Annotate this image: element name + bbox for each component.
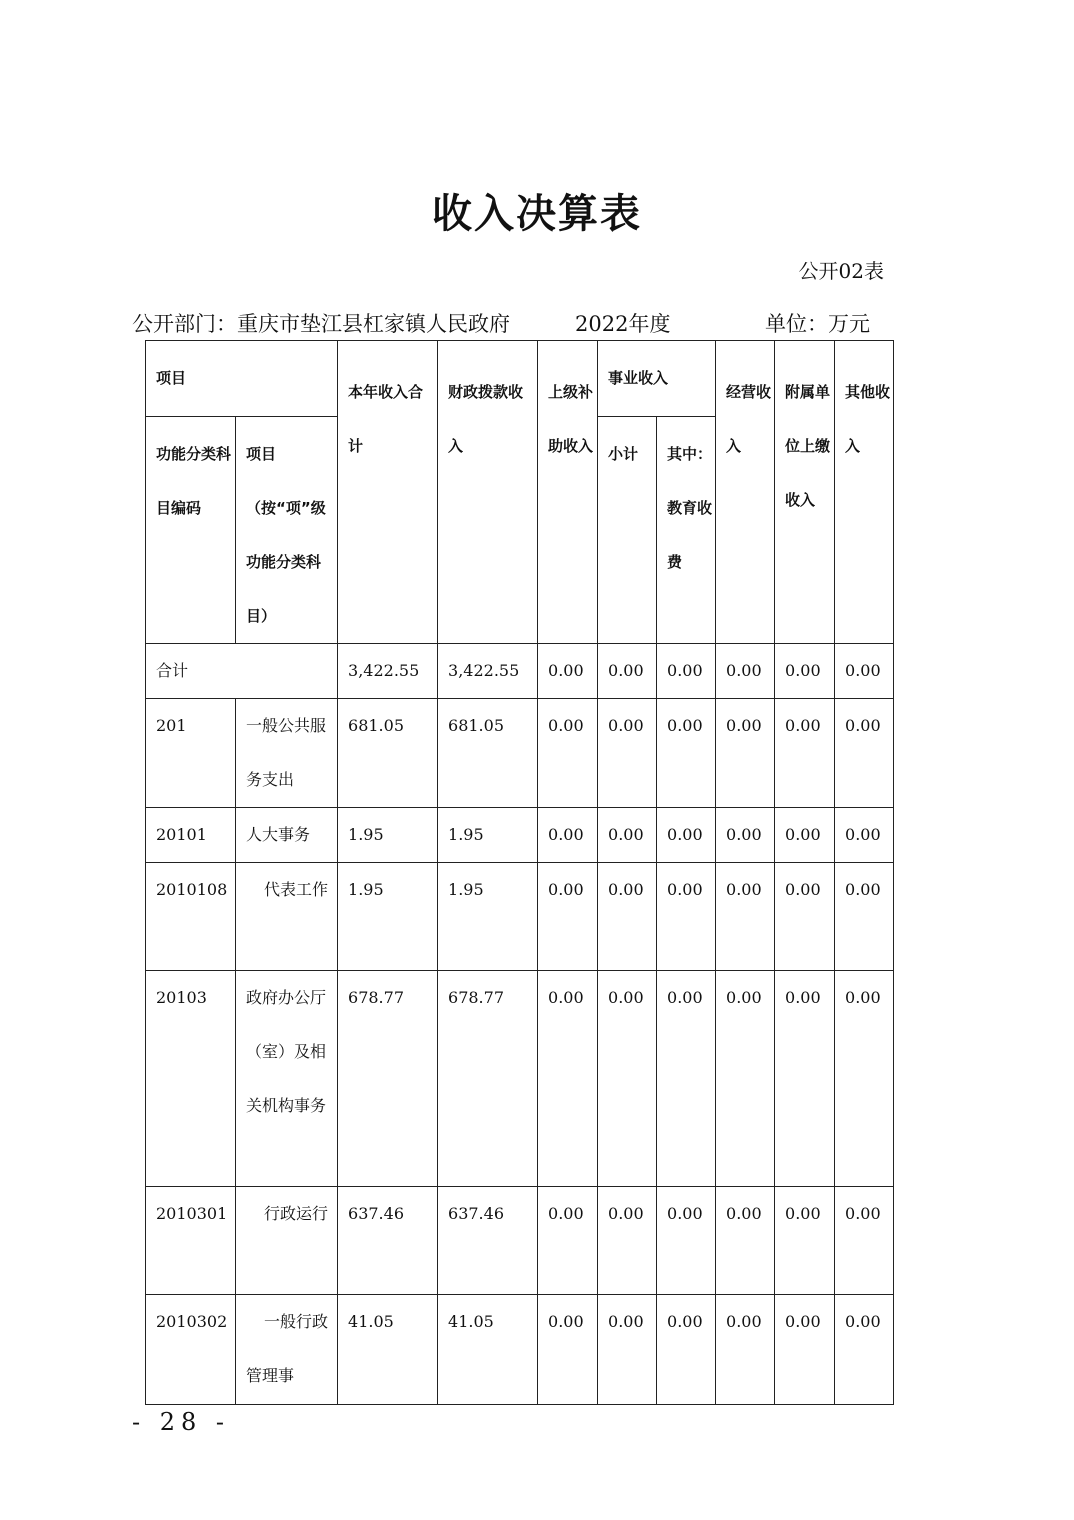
- cell: 0.00: [775, 808, 835, 863]
- cell: 0.00: [538, 863, 598, 971]
- cell: 0.00: [716, 644, 775, 699]
- cell: 1.95: [338, 863, 438, 971]
- cell: 0.00: [538, 971, 598, 1187]
- total-label: 合计: [146, 644, 338, 699]
- row-code: 2010108: [146, 863, 236, 971]
- row-code: 20103: [146, 971, 236, 1187]
- cell: 0.00: [835, 971, 894, 1187]
- cell: 678.77: [438, 971, 538, 1187]
- cell: 0.00: [657, 1187, 716, 1295]
- cell: 3,422.55: [338, 644, 438, 699]
- cell: 637.46: [438, 1187, 538, 1295]
- table-row-total: [146, 644, 894, 699]
- cell: 0.00: [657, 863, 716, 971]
- cell: 0.00: [538, 1295, 598, 1405]
- cell: 0.00: [657, 1295, 716, 1405]
- row-name: 人大事务: [236, 808, 338, 863]
- table-row: [146, 699, 894, 808]
- row-name: 代表工作: [236, 863, 338, 971]
- table-number: 公开02表: [798, 259, 884, 283]
- header-name: 项目（按“项”级功能分类科目）: [236, 417, 338, 644]
- row-name: 一般公共服务支出: [236, 699, 338, 808]
- cell: 0.00: [657, 699, 716, 808]
- row-code: 2010302: [146, 1295, 236, 1405]
- unit-label: 单位：万元: [765, 312, 870, 336]
- cell: 41.05: [438, 1295, 538, 1405]
- cell: 0.00: [598, 971, 657, 1187]
- cell: 0.00: [775, 971, 835, 1187]
- cell: 0.00: [716, 1187, 775, 1295]
- cell: 0.00: [598, 863, 657, 971]
- cell: 0.00: [835, 808, 894, 863]
- header-fiscal: 财政拨款收入: [438, 341, 538, 644]
- cell: 0.00: [835, 1187, 894, 1295]
- header-other: 其他收入: [835, 341, 894, 644]
- cell: 0.00: [657, 971, 716, 1187]
- cell: 0.00: [835, 1295, 894, 1405]
- cell: 0.00: [598, 808, 657, 863]
- cell: 678.77: [338, 971, 438, 1187]
- cell: 0.00: [716, 808, 775, 863]
- cell: 1.95: [438, 863, 538, 971]
- cell: 0.00: [835, 644, 894, 699]
- cell: 0.00: [657, 644, 716, 699]
- cell: 0.00: [775, 1295, 835, 1405]
- header-code: 功能分类科目编码: [146, 417, 236, 644]
- row-name: 一般行政管理事: [236, 1295, 338, 1405]
- page-title: 收入决算表: [432, 191, 642, 237]
- row-code: 20101: [146, 808, 236, 863]
- row-name: 政府办公厅（室）及相关机构事务: [236, 971, 338, 1187]
- cell: 0.00: [835, 699, 894, 808]
- table-row: [146, 1295, 894, 1405]
- cell: 0.00: [775, 863, 835, 971]
- header-career-edu: 其中：教育收费: [657, 417, 716, 644]
- cell: 0.00: [598, 1187, 657, 1295]
- cell: 0.00: [775, 699, 835, 808]
- cell: 0.00: [716, 971, 775, 1187]
- cell: 41.05: [338, 1295, 438, 1405]
- table-row: [146, 863, 894, 971]
- cell: 0.00: [657, 808, 716, 863]
- cell: 0.00: [716, 699, 775, 808]
- cell: 0.00: [538, 808, 598, 863]
- header-affiliated: 附属单位上缴收入: [775, 341, 835, 644]
- income-table: [145, 340, 894, 1405]
- header-total: 本年收入合计: [338, 341, 438, 644]
- cell: 0.00: [598, 699, 657, 808]
- cell: 1.95: [438, 808, 538, 863]
- header-career-subtotal: 小计: [598, 417, 657, 644]
- cell: 0.00: [835, 863, 894, 971]
- cell: 0.00: [538, 1187, 598, 1295]
- page-number: - 28 -: [132, 1408, 231, 1436]
- cell: 0.00: [598, 1295, 657, 1405]
- table-row: [146, 1187, 894, 1295]
- row-name: 行政运行: [236, 1187, 338, 1295]
- fiscal-year-label: 2022年度: [575, 312, 671, 336]
- cell: 1.95: [338, 808, 438, 863]
- cell: 681.05: [338, 699, 438, 808]
- table-row: [146, 971, 894, 1187]
- cell: 0.00: [775, 1187, 835, 1295]
- table-row: [146, 808, 894, 863]
- cell: 681.05: [438, 699, 538, 808]
- cell: 637.46: [338, 1187, 438, 1295]
- cell: 0.00: [716, 1295, 775, 1405]
- header-career: 事业收入: [598, 341, 716, 417]
- row-code: 2010301: [146, 1187, 236, 1295]
- header-superior: 上级补助收入: [538, 341, 598, 644]
- cell: 0.00: [775, 644, 835, 699]
- cell: 0.00: [716, 863, 775, 971]
- cell: 0.00: [598, 644, 657, 699]
- header-operating: 经营收入: [716, 341, 775, 644]
- header-item: 项目: [146, 341, 338, 417]
- row-code: 201: [146, 699, 236, 808]
- cell: 0.00: [538, 699, 598, 808]
- department-label: 公开部门：重庆市垫江县杠家镇人民政府: [132, 312, 510, 336]
- cell: 3,422.55: [438, 644, 538, 699]
- cell: 0.00: [538, 644, 598, 699]
